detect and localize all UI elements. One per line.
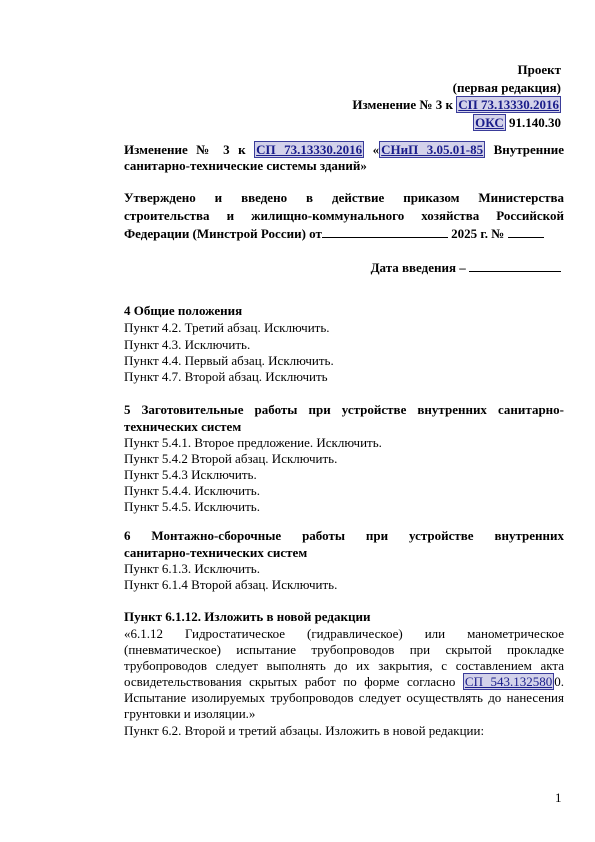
clause-line-with-link (124, 674, 564, 690)
clause-line: трубопроводов следует выполнять до их закрытия, с составлением акта (124, 658, 564, 673)
oks-reference (473, 115, 561, 131)
number-blank[interactable] (508, 226, 544, 238)
clause-line: (пневматическое) испытание трубопроводов при скрытой прокладке (124, 642, 564, 657)
title-suffix: Внутренние (485, 142, 565, 157)
section-5-item: Пункт 5.4.3 Исключить. (124, 467, 257, 482)
title-line-1 (124, 142, 564, 158)
oks-link[interactable]: ОКС (475, 115, 504, 130)
change-prefix: Изменение № 3 к (352, 97, 457, 112)
clause-heading: Пункт 6.1.12. Изложить в новой редакции (124, 609, 371, 624)
section-4-item: Пункт 4.3. Исключить. (124, 337, 251, 352)
approval-line-3 (124, 226, 544, 242)
date-blank[interactable] (322, 226, 448, 238)
project-label: Проект (517, 62, 561, 77)
page-number: 1 (555, 790, 562, 805)
title-snip-link[interactable]: СНиП 3.05.01-85 (381, 142, 484, 157)
section-5-item: Пункт 5.4.5. Исключить. (124, 499, 260, 514)
title-quote: « (364, 142, 380, 157)
section-6-heading-line-2: санитарно-технических систем (124, 545, 308, 560)
section-6-item: Пункт 6.1.3. Исключить. (124, 561, 260, 576)
clause-line: Испытание изолируемых трубопроводов следует осуществлять до нанесения (124, 690, 564, 705)
clause-line-text: освидетельствования скрытых работ по форме согласно (124, 674, 463, 689)
section-4-item: Пункт 4.2. Третий абзац. Исключить. (124, 320, 330, 335)
section-5-heading-line-1: 5 Заготовительные работы при устройстве внутренних санитарно- (124, 402, 564, 417)
section-5-heading-line-2: технических систем (124, 419, 242, 434)
change-code-link[interactable]: СП 73.13330.2016 (458, 97, 559, 112)
section-5-item: Пункт 5.4.4. Исключить. (124, 483, 260, 498)
section-4-item: Пункт 4.7. Второй абзац. Исключить (124, 369, 328, 384)
clause-line-end: 0. (554, 674, 564, 689)
oks-number: 91.140.30 (505, 115, 561, 130)
section-4-heading: 4 Общие положения (124, 303, 243, 318)
clause-line: грунтовки и изоляции.» (124, 706, 256, 721)
intro-date-blank[interactable] (469, 260, 561, 272)
title-prefix: Изменение № 3 к (124, 142, 255, 157)
title-code-link[interactable]: СП 73.13330.2016 (256, 142, 363, 157)
intro-date (371, 260, 561, 276)
clause-line: «6.1.12 Гидростатическое (гидравлическое) или манометрическое (124, 626, 564, 641)
approval-year: 2025 г. № (447, 226, 505, 241)
section-5-item: Пункт 5.4.2 Второй абзац. Исключить. (124, 451, 338, 466)
section-5-item: Пункт 5.4.1. Второе предложение. Исключить. (124, 435, 382, 450)
change-reference (352, 97, 561, 113)
document-title (124, 142, 564, 158)
sp-543-link[interactable]: СП 543.132580 (464, 674, 553, 689)
approval-line-1: Утверждено и введено в действие приказом Министерства (124, 190, 564, 205)
section-6-heading-line-1: 6 Монтажно-сборочные работы при устройстве внутренних (124, 528, 564, 543)
approval-line-2: строительства и жилищно-коммунального хозяйства Российской (124, 208, 564, 223)
title-line-2: санитарно-технические системы зданий» (124, 158, 367, 173)
intro-date-label: Дата введения – (370, 260, 466, 275)
next-clause: Пункт 6.2. Второй и третий абзацы. Изложить в новой редакции: (124, 723, 485, 738)
approval-line-3-text: Федерации (Минстрой России) от (124, 226, 322, 241)
section-6-item: Пункт 6.1.4 Второй абзац. Исключить. (124, 577, 338, 592)
section-4-item: Пункт 4.4. Первый абзац. Исключить. (124, 353, 334, 368)
edition-label: (первая редакция) (452, 80, 561, 95)
